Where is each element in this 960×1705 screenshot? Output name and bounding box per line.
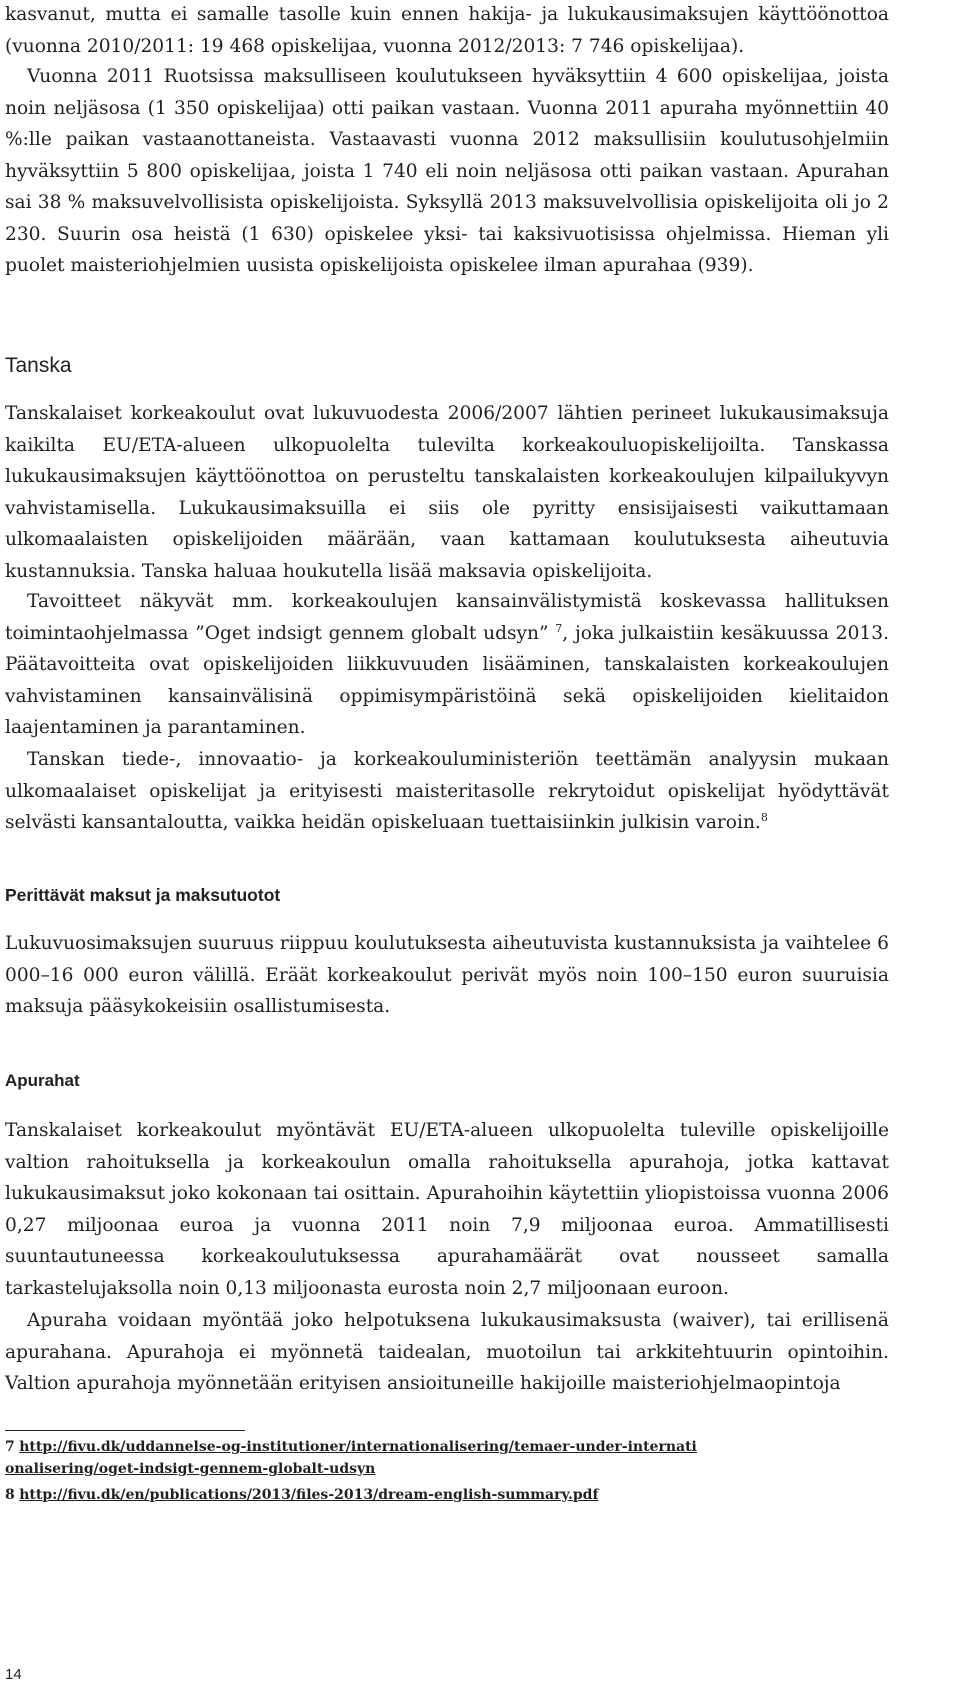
paragraph-text: Tanskan tiede-, innovaatio- ja korkeakouluministeriön teettämän analyysin mukaan ulkomaalaiset opiskelijat ja erityisesti maisteritasolle rekrytoidut opiskelijat hyödyttävät selvästi kansantaloutta, vaikka heidän opiskeluaan tuettaisiinkin julkisin varoin. — [5, 749, 889, 833]
paragraph: Lukuvuosimaksujen suuruus riippuu koulutuksesta aiheutuvista kustannuksista ja vaihtelee 6 000–16 000 euron välillä. Eräät korkeakoulut perivät myös noin 100–150 euron suuruisia maksuja pääsykokeisiin osallistumisesta. — [5, 933, 889, 1017]
paragraph-text: Tavoitteet näkyvät mm. korkeakoulujen kansainvälistymistä koskevassa hallituksen toimintaohjelmassa ”Oget indsigt gennem globalt udsyn” — [5, 591, 889, 644]
page-number: 14 — [5, 1666, 22, 1683]
section-heading-maksut: Perittävät maksut ja maksutuotot — [5, 885, 281, 905]
paragraph: Apuraha voidaan myöntää joko helpotuksena lukukausimaksusta (waiver), tai erillisenä apurahana. Apurahoja ei myönnetä taidealan, muotoilun tai arkkitehtuurin opintoihin. Valtion apurahoja myönnetään erityisen ansioituneille hakijoille maisteriohjelmaopintoja — [5, 1310, 889, 1394]
footnote-number: 8 — [5, 1487, 15, 1503]
section-heading-tanska: Tanska — [5, 354, 72, 377]
paragraph: Tanskalaiset korkeakoulut myöntävät EU/ETA-alueen ulkopuolelta tuleville opiskelijoille valtion rahoituksella ja korkeakoulun omalla rahoituksella apurahoja, jotka kattavat lukukausimaksut joko kokonaan tai osittain. Apurahoihin käytettiin yliopistoissa vuonna 2006 0,27 miljoonaa euroa ja vuonna 2011 noin 7,9 miljoonaa euroa. Ammatillisesti suuntautuneessa korkeakoulutuksessa apurahamäärät ovat nousseet samalla tarkastelujaksolla noin 0,13 miljoonasta eurosta noin 2,7 miljoonaan euroon. — [5, 1120, 889, 1299]
paragraph: kasvanut, mutta ei samalle tasolle kuin ennen hakija- ja lukukausimaksujen käyttöönottoa (vuonna 2010/2011: 19 468 opiskelijaa, vuonna 2012/2013: 7 746 opiskelijaa). — [5, 4, 889, 57]
paragraph — [5, 586, 889, 744]
footnote-ref-8: 8 — [760, 811, 768, 824]
paragraph — [5, 744, 889, 839]
footnote-ref-7: 7 — [555, 621, 563, 635]
paragraph: Tanskalaiset korkeakoulut ovat lukuvuodesta 2006/2007 lähtien perineet lukukausimaksuja kaikilta EU/ETA-alueen ulkopuolelta tulevilta korkeakouluopiskelijoilta. Tanskassa lukukausimaksujen käyttöönottoa on perusteltu tanskalaisten korkeakoulujen kilpailukyvyn vahvistamisella. Lukukausimaksuilla ei siis ole pyritty ensisijaisesti vaikuttamaan ulkomaalaisten opiskelijoiden määrään, vaan kattamaan koulutuksesta aiheutuvia kustannuksia. Tanska haluaa houkutella lisää maksavia opiskelijoita. — [5, 403, 889, 582]
footnote-link[interactable]: http://fivu.dk/uddannelse-og-institutioner/internationalisering/temaer-under-internationalisering/oget-indsigt-gennem-globalt-udsyn — [5, 1439, 697, 1477]
footnote-link[interactable]: http://fivu.dk/en/publications/2013/files-2013/dream-english-summary.pdf — [19, 1487, 599, 1503]
footnote-8 — [5, 1484, 705, 1506]
section-heading-apurahat: Apurahat — [5, 1071, 80, 1090]
footnote-number: 7 — [5, 1439, 15, 1455]
paragraph-text: , joka julkaistiin kesäkuussa 2013. Päätavoitteita ovat opiskelijoiden liikkuvuuden lisääminen, tanskalaisten korkeakoulujen vahvistaminen kansainvälisinä oppimisympäristöinä sekä opiskelijoiden kielitaidon laajentaminen ja parantaminen. — [5, 622, 889, 738]
footnote-7 — [5, 1436, 705, 1480]
paragraph: Vuonna 2011 Ruotsissa maksulliseen koulutukseen hyväksyttiin 4 600 opiskelijaa, joista noin neljäsosa (1 350 opiskelijaa) otti paikan vastaan. Vuonna 2011 apuraha myönnettiin 40 %:lle paikan vastaanottaneista. Vastaavasti vuonna 2012 maksullisiin koulutusohjelmiin hyväksyttiin 5 800 opiskelijaa, joista 1 740 eli noin neljäsosa otti paikan vastaan. Apurahan sai 38 % maksuvelvollisista opiskelijoista. Syksyllä 2013 maksuvelvollisia opiskelijoita oli jo 2 230. Suurin osa heistä (1 630) opiskelee yksi- tai kaksivuotisissa ohjelmissa. Hieman yli puolet maisteriohjelmien uusista opiskelijoista opiskelee ilman apurahaa (939). — [5, 66, 889, 276]
footnote-divider — [5, 1430, 245, 1431]
